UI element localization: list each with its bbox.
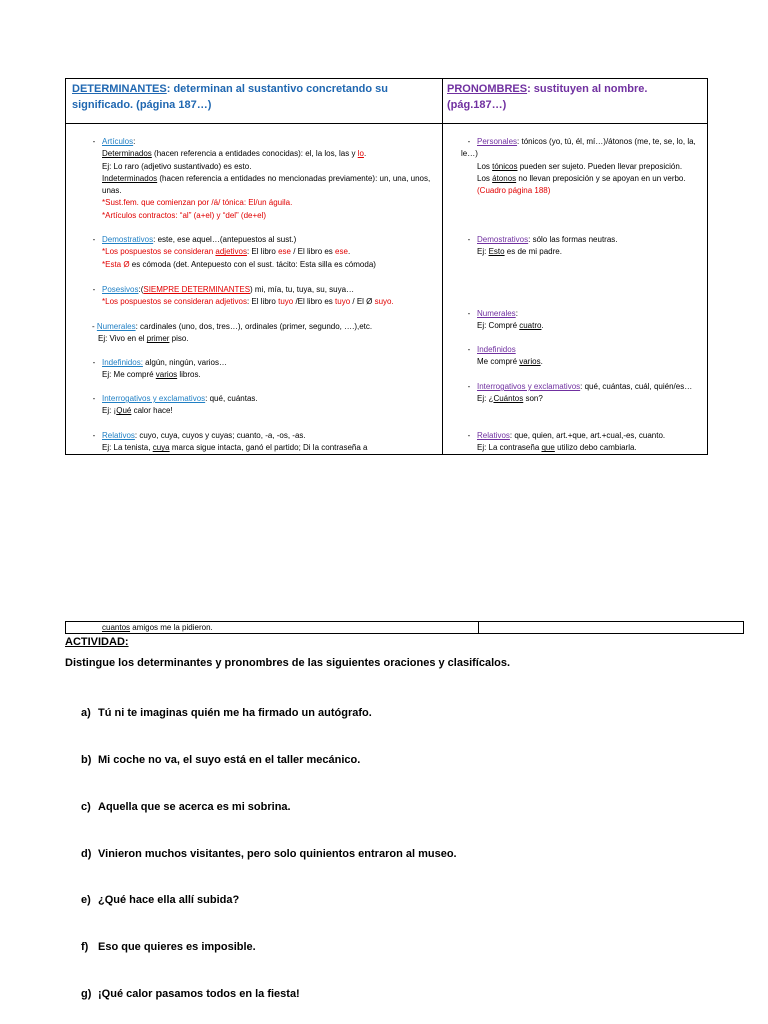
pron-relativos-section [443, 430, 707, 454]
determinados-text: (hacen referencia a entidades conocidas): el, la los, las y [151, 149, 358, 159]
determinantes-content [66, 124, 442, 454]
pron-numerales-section [443, 308, 707, 333]
pron-demostrativos-section [443, 234, 707, 259]
articulos-section [66, 136, 442, 222]
question-label: e) [81, 894, 91, 906]
determinantes-description: : determinan al sustantivo concretando su significado. (página 187…) [72, 83, 389, 111]
example-text: piso. [169, 334, 189, 344]
continuation-text: amigos me la pidieron. [130, 623, 213, 632]
cuya-word: cuya [152, 443, 170, 453]
articulos-example: Ej: Lo raro (adjetivo sustantivado) es esto. [102, 161, 252, 171]
grammar-table [65, 78, 708, 455]
list-dash: - [92, 137, 96, 146]
continuation-cell-left [66, 622, 479, 634]
siempre-determinantes: SIEMPRE DETERMINANTES [143, 285, 251, 294]
question-text: Mi coche no va, el suyo está en el taller mecánico. [98, 754, 361, 766]
example-text: Ej: [477, 247, 489, 257]
list-dash: - [92, 358, 96, 367]
interrogativos-text: : qué, cuántas. [205, 394, 258, 403]
question-label: a) [81, 707, 91, 719]
numerales-colon: : [515, 309, 518, 318]
varios-word: varios [155, 370, 178, 380]
demostrativos-title: Demostrativos [102, 235, 154, 244]
pron-relativos-title: Relativos [477, 431, 510, 440]
question-text: Vinieron muchos visitantes, pero solo quinientos entraron al museo. [98, 848, 457, 860]
lo-term: lo [357, 149, 364, 159]
list-dash: - [467, 309, 471, 318]
cuatro-word: cuatro [519, 321, 542, 331]
tuyo-word: tuyo [278, 297, 294, 307]
list-dash: - [467, 137, 471, 146]
list-dash: - [92, 285, 96, 294]
numerales-text: : cardinales (uno, dos, tres…), ordinales (primer, segundo, ….),etc. [135, 322, 373, 331]
determinantes-cell [66, 124, 443, 455]
esta-note: *Esta Ø [102, 259, 130, 269]
numerales-title: Numerales [96, 322, 136, 331]
sust-fem-note: *Sust.fem. que comienzan por /á/ tónica: El/un águila. [102, 198, 293, 208]
pron-interrogativos-title: Interrogativos y exclamativos [477, 382, 581, 391]
pronombres-cell [443, 124, 708, 455]
question-label: f) [81, 941, 89, 953]
question-text: Eso que quieres es imposible. [98, 941, 256, 953]
esta-note-text: es cómoda (det. Antepuesto con el sust. tácito: Esta silla es cómoda) [129, 259, 376, 269]
example-text: utilizo debo cambiarla. [554, 443, 637, 453]
interrogativos-title: Interrogativos y exclamativos [102, 394, 206, 403]
list-dash: - [92, 431, 96, 440]
text: pueden ser sujeto. Pueden llevar preposición. [517, 161, 683, 171]
determinantes-title: DETERMINANTES [72, 83, 167, 95]
pronombres-description: : sustituyen al nombre. (pág.187…) [447, 83, 648, 111]
pronombres-content [443, 124, 707, 454]
question-label: g) [81, 988, 92, 1000]
text: no llevan preposición y se apoyan en un verbo. [516, 173, 686, 183]
tonicos-term: tónicos [492, 161, 518, 171]
pron-numerales-title: Numerales [477, 309, 516, 318]
relativos-title: Relativos [102, 431, 135, 440]
question-text: ¡Qué calor pasamos todos en la fiesta! [98, 988, 300, 1000]
question-text: Tú ni te imaginas quién me ha firmado un autógrafo. [98, 707, 372, 719]
indefinidos-text: algún, ningún, varios… [142, 358, 227, 367]
adjetivos-term: adjetivos [215, 247, 247, 257]
question-label: b) [81, 754, 92, 766]
question-f [81, 941, 256, 953]
numerales-section [92, 321, 438, 346]
personales-text: : tónicos (yo, tú, él, mí…)/átonos (me, te, se, lo, la, le…) [461, 137, 696, 159]
text: Los [477, 161, 493, 171]
continuation-table [65, 621, 744, 634]
articulos-colon: : [133, 137, 136, 146]
relativos-text: : cuyo, cuya, cuyos y cuyas; cuanto, -a, -os, -as. [134, 431, 306, 440]
example-text: son? [523, 394, 543, 404]
period: . [540, 357, 543, 367]
ese-word: ese [335, 247, 348, 257]
demostrativos-text: : este, ese aquel…(antepuestos al sust.) [153, 235, 297, 244]
pospuestos-note: *Los pospuestos se consideran [102, 247, 216, 257]
pron-indefinidos-title: Indefinidos [477, 345, 516, 354]
list-dash: - [467, 382, 471, 391]
example-text: / El Ø [350, 297, 375, 307]
posesivos-title: Posesivos [102, 285, 139, 294]
pron-demostrativos-text: : sólo las formas neutras. [528, 235, 618, 244]
example-text: es de mi padre. [504, 247, 562, 257]
articulos-title: Artículos [102, 137, 134, 146]
example-text: /El libro es [293, 297, 336, 307]
pron-relativos-text: : que, quien, art.+que, art.+cual,-es, cuanto. [509, 431, 666, 440]
table-body-row [66, 124, 708, 455]
table-header-row [66, 79, 708, 124]
example-text: Ej: ¿ [477, 394, 494, 404]
personales-section [443, 136, 707, 197]
continuation-cell-right [479, 622, 744, 634]
example-text: libros. [177, 370, 201, 380]
activity-instruction: Distingue los determinantes y pronombres de las siguientes oraciones y clasifícalos. [65, 657, 511, 669]
question-c [81, 801, 291, 813]
list-dash: - [467, 235, 471, 244]
ese-word: ese [278, 247, 292, 257]
indeterminados-term: Indeterminados [102, 173, 158, 183]
list-dash: - [467, 431, 471, 440]
list-dash: - [92, 394, 96, 403]
posesivos-text: ) mi, mía, tu, tuya, su, suya… [250, 285, 355, 294]
varios-word: varios [519, 357, 541, 367]
list-dash: - [467, 345, 471, 354]
determinantes-header-cell [66, 79, 443, 124]
example-text: Ej: La tenista, [102, 443, 153, 453]
example-text: Ej: Vivo en el [98, 334, 147, 344]
articulos-contractos-note: *Artículos contractos: “al” (a+el) y “del” (de+el) [102, 210, 267, 220]
indefinidos-title: Indefinidos: [102, 358, 143, 367]
text: Los [477, 173, 493, 183]
que-word: que [541, 443, 555, 453]
interrogativos-section [66, 393, 442, 418]
cuadro-note: (Cuadro página 188) [477, 186, 551, 196]
list-dash: - [92, 322, 97, 331]
tuyo-word: tuyo [335, 297, 351, 307]
activity-title: ACTIVIDAD: [65, 636, 129, 648]
posesivos-section [66, 284, 442, 309]
primer-word: primer [146, 334, 170, 344]
personales-title: Personales [477, 137, 518, 146]
pospuestos-note: *Los pospuestos se consideran adjetivos [102, 297, 247, 307]
question-text: ¿Qué hace ella allí subida? [98, 894, 240, 906]
atonos-term: átonos [492, 173, 517, 183]
cuantos-word: Cuántos [493, 394, 524, 404]
example-text: / El libro es [291, 247, 336, 257]
pronombres-title: PRONOMBRES [447, 83, 528, 95]
example-text: Ej: Compré [477, 321, 520, 331]
pron-demostrativos-title: Demostrativos [477, 235, 529, 244]
question-e [81, 894, 239, 906]
indeterminados-text: (hacen referencia a entidades no mencionadas previamente): un, una, unos, unas. [102, 173, 431, 196]
posesivos-colon: :( [138, 285, 144, 294]
question-d [81, 848, 457, 860]
determinados-term: Determinados [102, 149, 152, 159]
demostrativos-section [66, 234, 442, 271]
example-text: Ej: Me compré [102, 370, 156, 380]
indefinidos-section [66, 357, 442, 382]
example-text: calor hace! [131, 406, 173, 416]
que-word: Qué [116, 406, 132, 416]
period: . [541, 321, 544, 331]
continuation-row [66, 622, 744, 634]
example-text: : El libro [246, 247, 279, 257]
cuantos-word: cuantos [102, 623, 131, 632]
example-text: Me compré [477, 357, 520, 367]
relativos-section [66, 430, 442, 454]
question-label: c) [81, 801, 91, 813]
question-text: Aquella que se acerca es mi sobrina. [98, 801, 291, 813]
question-b [81, 754, 360, 766]
determinantes-header [66, 79, 442, 113]
question-label: d) [81, 848, 92, 860]
pron-interrogativos-section [443, 381, 707, 406]
list-dash: - [92, 235, 96, 244]
example-text: Ej: La contraseña [477, 443, 542, 453]
question-a [81, 707, 372, 719]
suyo-word: suyo. [374, 297, 394, 307]
pron-indefinidos-section [443, 344, 707, 369]
period: . [347, 247, 351, 257]
example-text: marca sigue intacta, ganó el partido; Di la contraseña a [169, 443, 368, 453]
pron-interrogativos-text: : qué, cuántas, cuál, quién/es… [580, 382, 693, 391]
pronombres-header-cell [443, 79, 708, 124]
period: . [363, 149, 367, 159]
pronombres-header [443, 79, 707, 113]
example-text: : El libro [246, 297, 279, 307]
question-g [81, 988, 300, 1000]
esto-word: Esto [488, 247, 505, 257]
example-text: Ej: ¡ [102, 406, 117, 416]
